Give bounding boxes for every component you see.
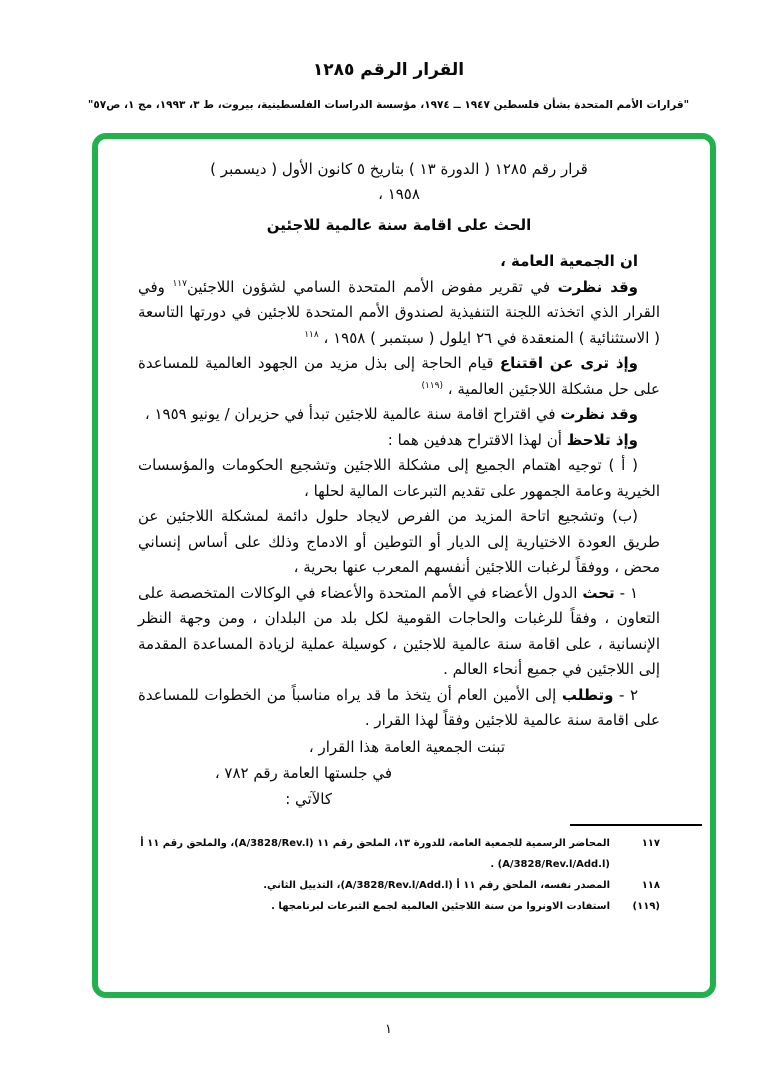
closing-line: كالآتي : bbox=[285, 789, 332, 808]
closing-line: تبنت الجمعية العامة هذا القرار ، bbox=[308, 737, 505, 756]
footnote-reference: ١١٨ bbox=[304, 329, 319, 340]
footnotes-block bbox=[138, 833, 660, 917]
closing-block bbox=[138, 734, 660, 812]
green-border-frame bbox=[92, 133, 716, 998]
footnote-reference: (١١٩) bbox=[421, 380, 443, 391]
paragraph-text: قيام الحاجة إلى بذل مزيد من الجهود العالمية للمساعدة على حل مشكلة اللاجئين العالمية ، bbox=[138, 354, 660, 398]
body-paragraph bbox=[138, 581, 660, 683]
footnote-row bbox=[138, 833, 660, 875]
footnote-number: (١١٩) bbox=[632, 900, 660, 912]
resolution-title bbox=[138, 157, 660, 207]
source-citation: "قرارات الأمم المتحدة بشأن فلسطين ١٩٤٧ ــ ١٩٧٤، مؤسسة الدراسات الفلسطينية، بيروت، ط ٣، ١٩٩٣، مج ١، ص٥٧" bbox=[87, 99, 690, 111]
footnote-row bbox=[138, 896, 660, 917]
resolution-content bbox=[138, 157, 660, 982]
resolution-subtitle: الحث على اقامة سنة عالمية للاجئين bbox=[266, 216, 532, 234]
body-paragraph bbox=[138, 453, 660, 504]
body-paragraph bbox=[138, 683, 660, 734]
footnote-number: ١١٧ bbox=[641, 837, 660, 849]
resolution-number-heading: القرار الرقم ١٢٨٥ bbox=[312, 60, 465, 80]
resolution-title-line2: ١٩٥٨ ، bbox=[378, 185, 420, 203]
footnote-separator bbox=[570, 824, 702, 826]
footnote-reference: ١١٧ bbox=[172, 278, 187, 289]
paragraph-text: وفي القرار الذي اتخذته اللجنة التنفيذية لصندوق الأمم المتحدة للاجئين في دورتها التاسعة ( الاستثنائية ) المنعقدة في ٢٦ ايلول ( سبتمبر ) ١٩٥٨ ، bbox=[138, 277, 660, 347]
paragraph-text: أن لهذا الاقتراح هدفين هما : bbox=[387, 430, 567, 449]
paragraph-text: وقد نظرت bbox=[560, 405, 638, 423]
paragraph-text: (ب) وتشجيع اتاحة المزيد من الفرص لايجاد حلول دائمة لمشكلة اللاجئين عن طريق العودة الاختيارية إلى الديار أو التوطين أو الادماج وذلك على أساس إنساني محض ، ووفقاً لرغبات اللاجئين أنفسهم المعرب عنها بحرية ، bbox=[138, 507, 660, 576]
resolution-body bbox=[138, 249, 660, 734]
closing-line: في جلستها العامة رقم ٧٨٢ ، bbox=[214, 763, 392, 782]
paragraph-text: إلى الأمين العام أن يتخذ ما قد يراه مناسباً من الخطوات للمساعدة على اقامة سنة عالمية للاجئين وفقاً لهذا القرار . bbox=[138, 685, 660, 729]
paragraph-text: ( أ ) توجيه اهتمام الجميع إلى مشكلة اللاجئين وتشجيع الحكومات والمؤسسات الخيرية وعامة الجمهور على تقديم التبرعات المالية لحلها ، bbox=[138, 456, 660, 500]
paragraph-text: في تقرير مفوض الأمم المتحدة السامي لشؤون اللاجئين bbox=[186, 277, 558, 296]
body-paragraph bbox=[138, 428, 660, 454]
body-paragraph bbox=[138, 504, 660, 581]
footnote-text: المحاضر الرسمية للجمعية العامة، للدورة ١٣، الملحق رقم ١١ (A/3828/Rev.l)، والملحق رقم ١١ أ (A/3828/Rev.l/Add.l) . bbox=[140, 837, 610, 870]
body-paragraph bbox=[138, 402, 660, 428]
body-paragraph bbox=[138, 351, 660, 402]
footnote-text: المصدر نفسه، الملحق رقم ١١ أ (A/3828/Rev.l/Add.l)، التذييل الثاني. bbox=[263, 879, 610, 891]
footnote-text: استفادت الاونروا من سنة اللاجئين العالمية لجمع التبرعات لبرنامجها . bbox=[271, 900, 610, 912]
paragraph-text: وإذ تلاحظ bbox=[566, 430, 638, 449]
body-paragraph bbox=[138, 275, 660, 352]
resolution-title-line1: قرار رقم ١٢٨٥ ( الدورة ١٣ ) بتاريخ ٥ كانون الأول ( ديسمبر ) bbox=[210, 160, 588, 178]
footnote-row bbox=[138, 875, 660, 896]
paragraph-text: تحث bbox=[582, 583, 615, 602]
footnote-number: ١١٨ bbox=[641, 879, 660, 891]
paragraph-text: في اقتراح اقامة سنة عالمية للاجئين تبدأ في حزيران / يونيو ١٩٥٩ ، bbox=[144, 405, 561, 423]
paragraph-text: ان الجمعية العامة ، bbox=[500, 252, 638, 270]
paragraph-text: ٢ - bbox=[613, 685, 638, 704]
paragraph-text: الدول الأعضاء في الأمم المتحدة والأعضاء في الوكالات المتخصصة على التعاون ، وفقاً للرغبات والحاجات القومية لكل بلد من البلدان ، ومن وجهة النظر الإنسانية ، على اقامة سنة عالمية للاجئين ، كوسيلة عملية لزيادة المساعدة المقدمة إلى اللاجئين في جميع أنحاء العالم . bbox=[138, 583, 660, 678]
paragraph-text: وتطلب bbox=[561, 685, 614, 704]
page-number: ١ bbox=[385, 1022, 392, 1037]
paragraph-text: ١ - bbox=[614, 583, 638, 602]
paragraph-text: وقد نظرت bbox=[557, 277, 639, 296]
body-paragraph bbox=[138, 249, 660, 275]
paragraph-text: وإذ ترى عن اقتناع bbox=[499, 354, 639, 372]
